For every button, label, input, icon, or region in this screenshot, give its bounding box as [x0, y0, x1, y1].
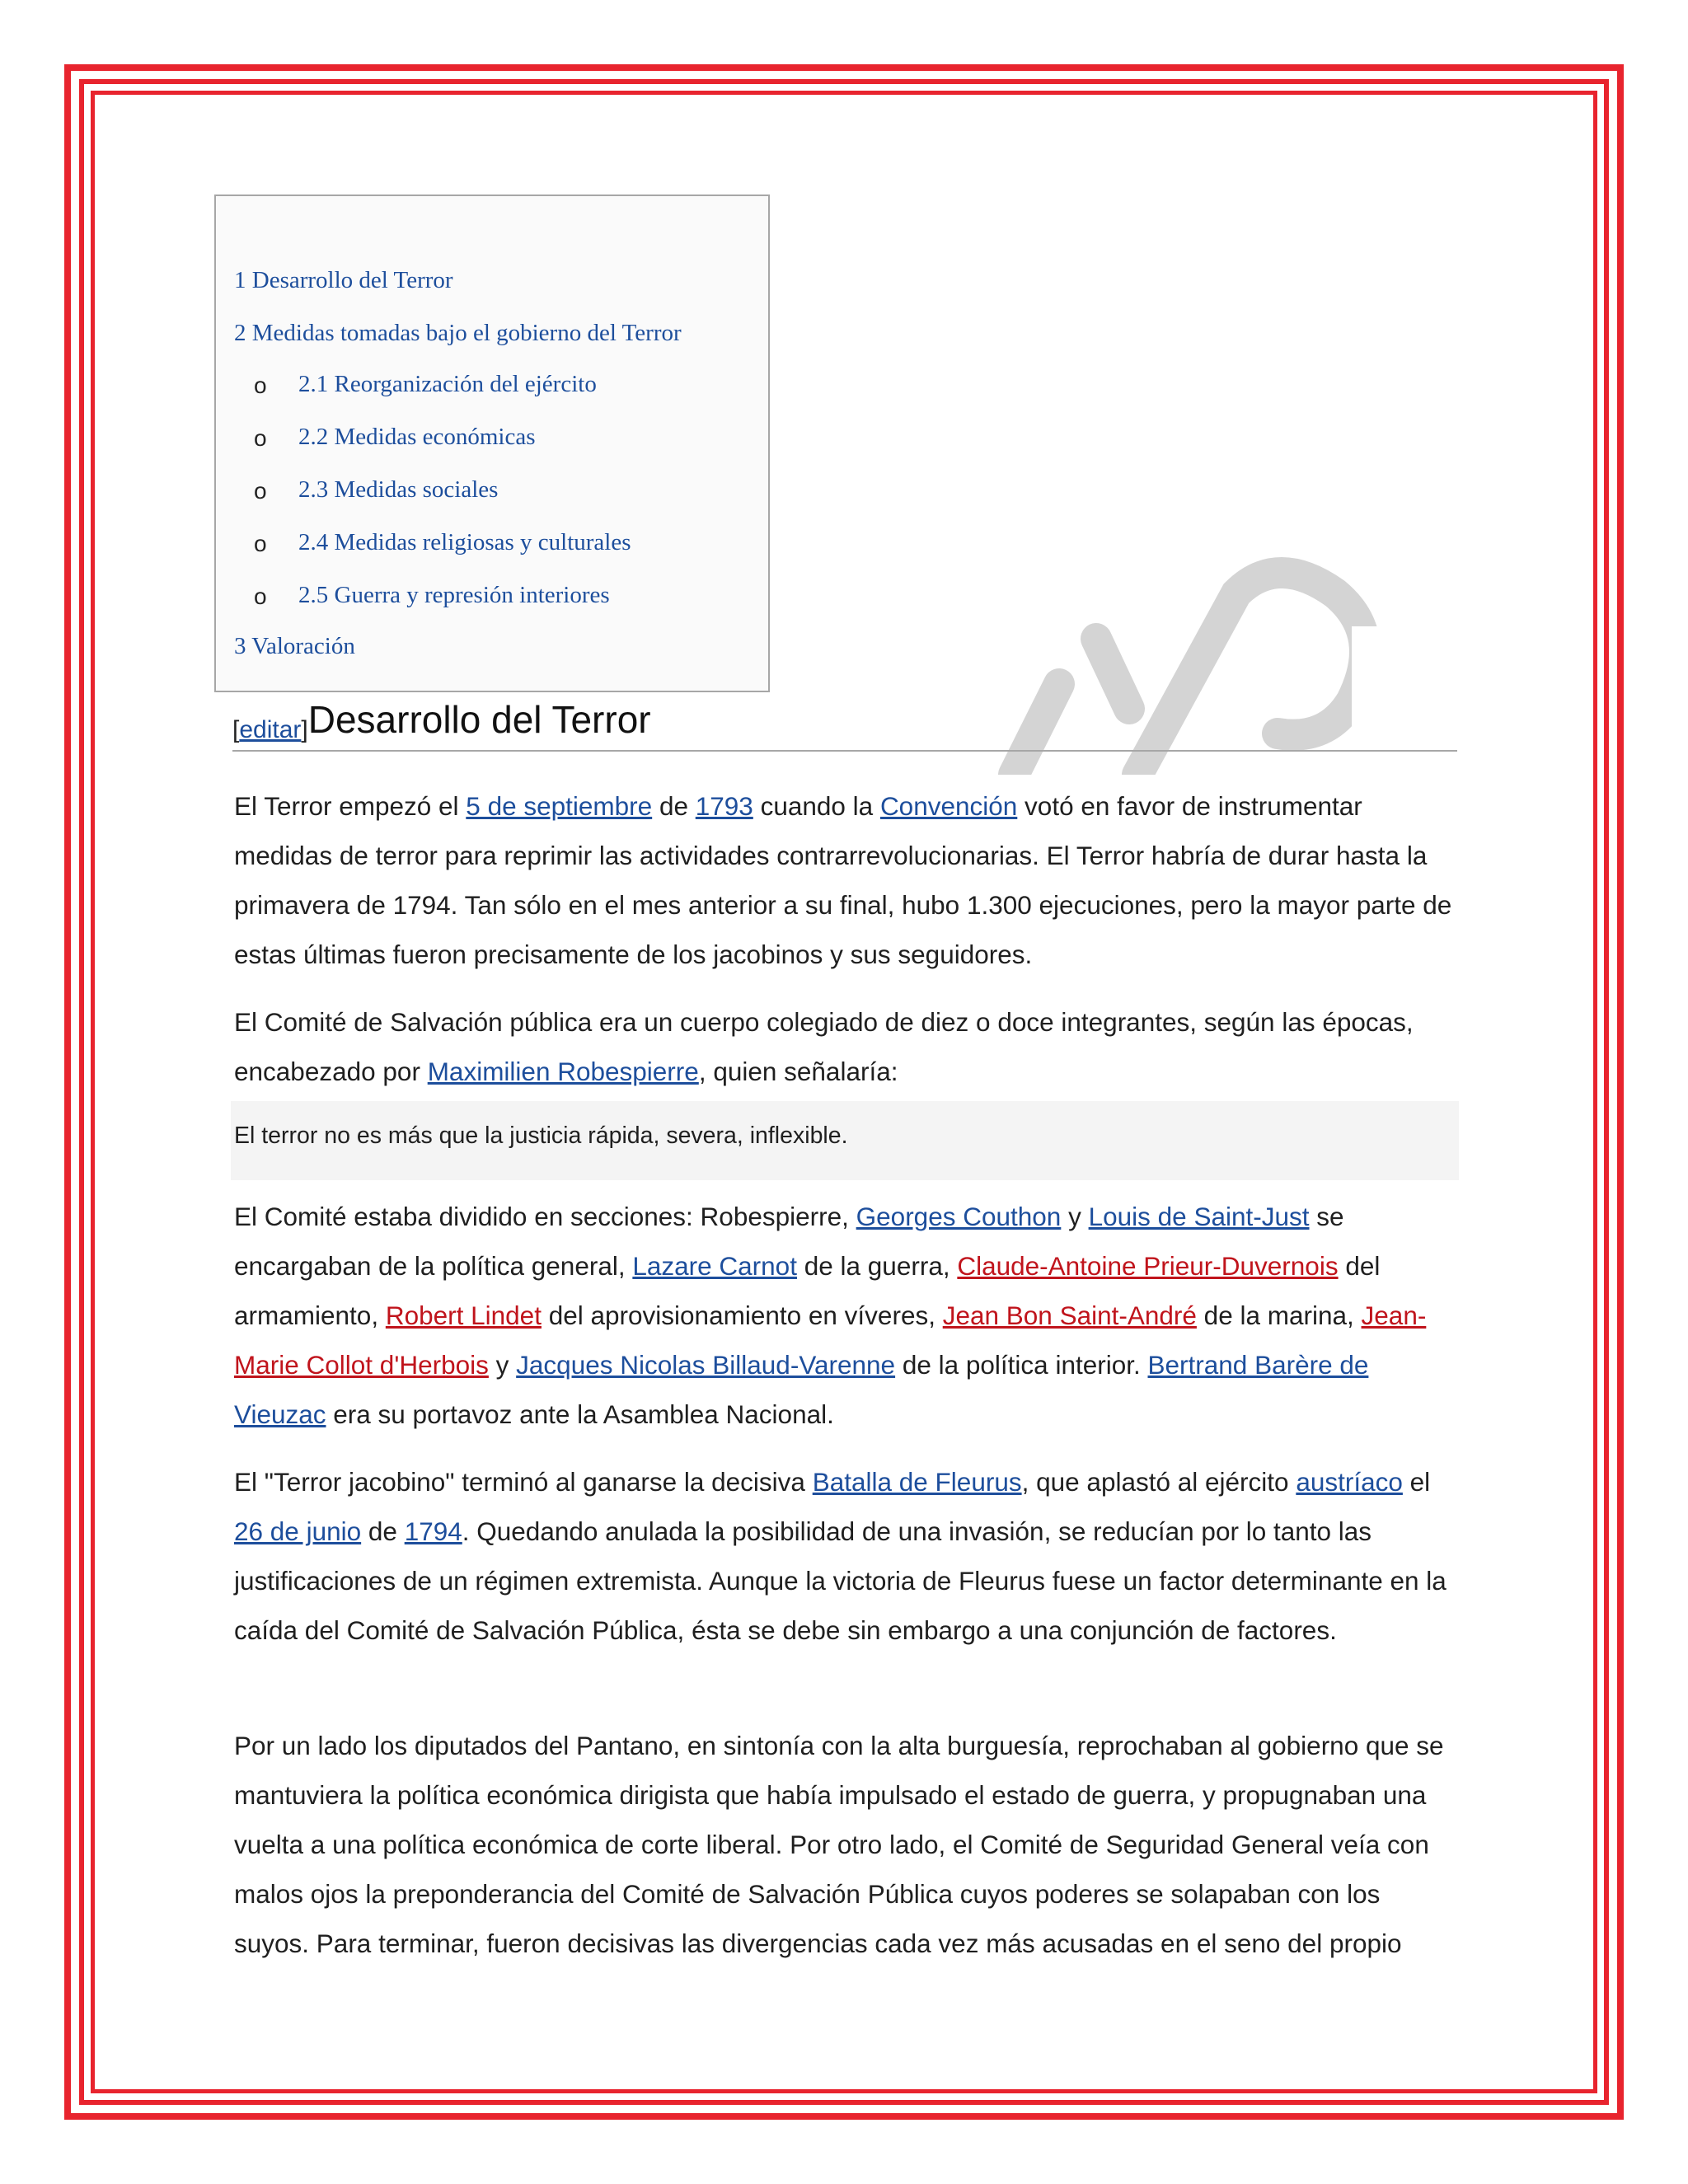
toc-item-2-2[interactable]: 2.2 Medidas económicas	[298, 424, 536, 450]
link-saint-andre[interactable]: Jean Bon Saint-André	[942, 1301, 1197, 1330]
toc-bullet: o	[254, 531, 267, 556]
link-convencion[interactable]: Convención	[879, 791, 1018, 821]
toc-bullet: o	[254, 478, 267, 504]
toc-item-1[interactable]: 1 Desarrollo del Terror	[234, 267, 453, 293]
toc-item-2-5[interactable]: 2.5 Guerra y represión interiores	[298, 582, 610, 608]
toc-bullet: o	[254, 425, 267, 451]
paragraph-3: El Comité estaba dividido en secciones: Robespierre, Georges Couthon y Louis de Saint-Just se encargaban de la política general, Lazare Carnot de la guerra, Claude-Antoine Prieur-Duvernois del armamiento, Robert Lindet del aprovisionamiento en víveres, Jean Bon Saint-André de la marina, Jean-Marie Collot d'Herbois y Jacques Nicolas Billaud-Varenne de la política interior. Bertrand Barère de Vieuzac era su portavoz ante la Asamblea Nacional.	[234, 1202, 1427, 1429]
link-lindet[interactable]: Robert Lindet	[385, 1301, 542, 1330]
section-title: Desarrollo del Terror	[307, 698, 651, 741]
link-barere[interactable]: Bertrand Barère de Vieuzac	[234, 1350, 1369, 1429]
link-robespierre[interactable]: Maximilien Robespierre	[427, 1057, 699, 1086]
link-saint-just[interactable]: Louis de Saint-Just	[1088, 1202, 1310, 1231]
link-carnot[interactable]: Lazare Carnot	[632, 1251, 797, 1281]
toc-bullet: o	[254, 583, 267, 609]
link-26-junio[interactable]: 26 de junio	[234, 1516, 362, 1546]
toc-bullet: o	[254, 373, 267, 398]
link-1793[interactable]: 1793	[695, 791, 753, 821]
table-of-contents	[214, 194, 770, 692]
link-prieur-duvernois[interactable]: Claude-Antoine Prieur-Duvernois	[957, 1251, 1339, 1281]
paragraph-2: El Comité de Salvación pública era un cuerpo colegiado de diez o doce integrantes, según las épocas, encabezado por Maximilien Robespierre, quien señalaría:	[234, 1007, 1414, 1086]
edit-link[interactable]: editar	[239, 716, 302, 743]
toc-item-2[interactable]: 2 Medidas tomadas bajo el gobierno del Terror	[234, 320, 682, 346]
link-austriaco[interactable]: austríaco	[1296, 1467, 1403, 1497]
section-heading	[232, 697, 1457, 752]
link-collot-dherbois[interactable]: Jean-Marie Collot d'Herbois	[234, 1301, 1427, 1380]
paragraph-5: Por un lado los diputados del Pantano, en sintonía con la alta burguesía, reprochaban al gobierno que se mantuviera la política económica dirigista que había impulsado el estado de guerra, y propugnaban una vuelta a una política económica de corte liberal. Por otro lado, el Comité de Seguridad General veía con malos ojos la preponderancia del Comité de Salvación Pública cuyos poderes se solapaban con los suyos. Para terminar, fueron decisivas las divergencias cada vez más acusadas en el seno del propio	[234, 1731, 1444, 1958]
quote-block	[231, 1101, 1459, 1180]
paragraph-1: El Terror empezó el 5 de septiembre de 1793 cuando la Convención votó en favor de instrumentar medidas de terror para reprimir las actividades contrarrevolucionarias. El Terror habría de durar hasta la primavera de 1794. Tan sólo en el mes anterior a su final, hubo 1.300 ejecuciones, pero la mayor parte de estas últimas fueron precisamente de los jacobinos y sus seguidores.	[234, 791, 1452, 969]
paragraph-4: El "Terror jacobino" terminó al ganarse la decisiva Batalla de Fleurus, que aplastó al ejército austríaco el 26 de junio de 1794. Quedando anulada la posibilidad de una invasión, se reducían por lo tanto las justificaciones de un régimen extremista. Aunque la victoria de Fleurus fuese un factor determinante en la caída del Comité de Salvación Pública, ésta se debe sin embargo a una conjunción de factores.	[234, 1467, 1447, 1645]
toc-item-2-3[interactable]: 2.3 Medidas sociales	[298, 476, 499, 503]
link-5-septiembre[interactable]: 5 de septiembre	[466, 791, 653, 821]
toc-item-2-1[interactable]: 2.1 Reorganización del ejército	[298, 371, 597, 397]
toc-item-2-4[interactable]: 2.4 Medidas religiosas y culturales	[298, 529, 631, 555]
edit-section: [editar]	[232, 716, 308, 743]
toc-item-3[interactable]: 3 Valoración	[234, 633, 355, 659]
link-1794[interactable]: 1794	[404, 1516, 462, 1546]
quote-text: El terror no es más que la justicia rápida, severa, inflexible.	[234, 1122, 848, 1149]
link-fleurus[interactable]: Batalla de Fleurus	[812, 1467, 1022, 1497]
link-billaud-varenne[interactable]: Jacques Nicolas Billaud-Varenne	[516, 1350, 896, 1380]
link-couthon[interactable]: Georges Couthon	[856, 1202, 1062, 1231]
